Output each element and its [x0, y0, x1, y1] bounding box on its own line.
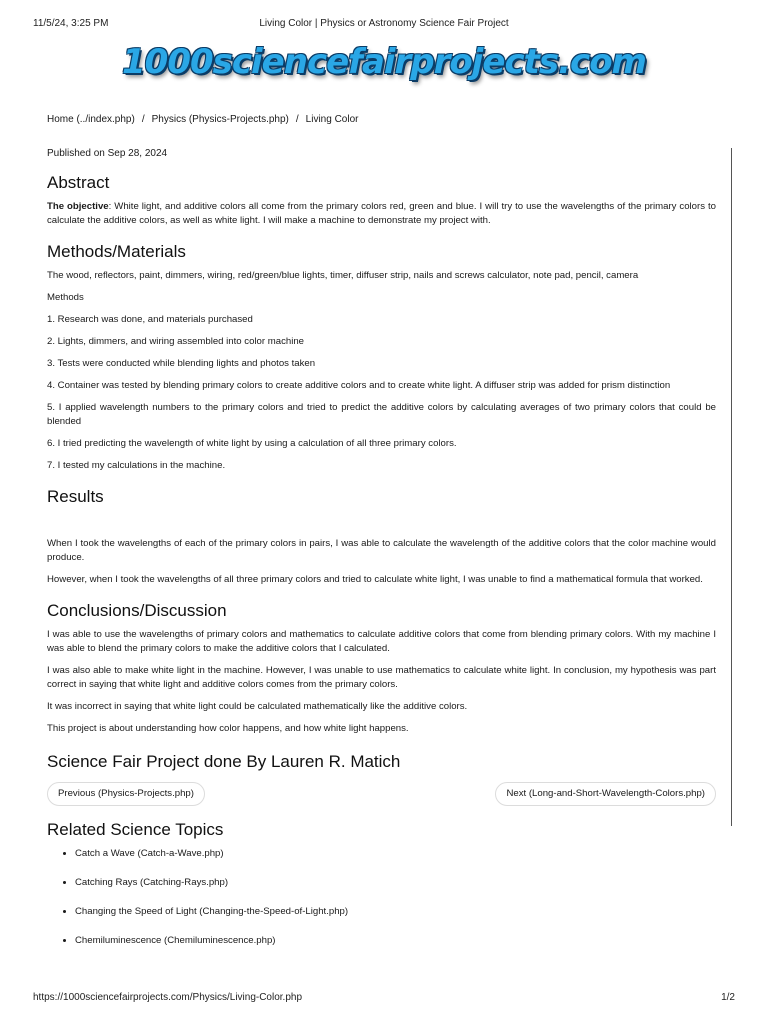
methods-heading: Methods/Materials	[47, 242, 186, 261]
related-topic-link[interactable]: • Catching Rays (Catching-Rays.php)	[75, 876, 716, 890]
scrollbar[interactable]	[731, 148, 732, 826]
results-paragraph: When I took the wavelengths of each of the primary colors in pairs, I was able to calculate the wavelength of the additive colors that the color machine would produce.	[47, 538, 716, 563]
methods-step: 6. I tried predicting the wavelength of white light by using a calculation of all three primary colors.	[47, 438, 457, 449]
related-topic-link[interactable]: • Chemiluminescence (Chemiluminescence.php)	[75, 934, 716, 948]
related-heading: Related Science Topics	[47, 820, 224, 839]
main-content	[47, 114, 716, 963]
results-heading: Results	[47, 487, 104, 506]
print-datetime: 11/5/24, 3:25 PM	[33, 18, 109, 29]
methods-step: 2. Lights, dimmers, and wiring assembled into color machine	[47, 336, 305, 347]
breadcrumb-home-link[interactable]: Home (../index.php)	[47, 114, 135, 125]
methods-step: 5. I applied wavelength numbers to the primary colors and tried to predict the additive colors by calculating averages of two primary colors that could be blended	[47, 402, 716, 427]
objective-text: : White light, and additive colors all come from the primary colors red, green and blue. I will try to use the wavelengths of the primary colors to calculate the additive colors, as well as white light. I will make a machine to demonstrate my project with.	[47, 201, 716, 226]
page-number: 1/2	[721, 992, 735, 1003]
breadcrumb	[47, 114, 716, 125]
print-url: https://1000sciencefairprojects.com/Physics/Living-Color.php	[33, 992, 303, 1003]
methods-materials: The wood, reflectors, paint, dimmers, wiring, red/green/blue lights, timer, diffuser strip, nails and screws calculator, note pad, pencil, camera	[47, 270, 639, 281]
methods-step: 4. Container was tested by blending primary colors to create additive colors and to create white light. A diffuser strip was added for prism distinction	[47, 380, 671, 391]
objective-label: The objective	[47, 201, 109, 212]
abstract-objective	[47, 200, 716, 228]
print-header	[33, 18, 735, 32]
breadcrumb-current: Living Color	[305, 114, 359, 125]
print-footer	[33, 992, 735, 1003]
methods-subheading: Methods	[47, 292, 84, 303]
methods-step: 7. I tested my calculations in the machine.	[47, 460, 226, 471]
previous-button[interactable]: Previous (Physics-Projects.php)	[47, 782, 205, 806]
print-page-title: Living Color | Physics or Astronomy Science Fair Project	[259, 18, 509, 29]
related-topic-link[interactable]: • Changing the Speed of Light (Changing-the-Speed-of-Light.php)	[75, 905, 716, 919]
related-topic-link[interactable]: • Catch a Wave (Catch-a-Wave.php)	[75, 847, 716, 861]
methods-step: 3. Tests were conducted while blending lights and photos taken	[47, 358, 316, 369]
breadcrumb-separator: /	[295, 114, 299, 125]
related-topics-list	[47, 847, 716, 948]
conclusions-paragraph: I was also able to make white light in the machine. However, I was unable to use mathematics to calculate white light. In conclusion, my hypothesis was part correct in saying that white light and additive colors comes from the primary colors.	[47, 665, 716, 690]
pagination-nav	[47, 782, 716, 806]
conclusions-paragraph: This project is about understanding how color happens, and how white light happens.	[47, 723, 409, 734]
published-date: Published on Sep 28, 2024	[47, 148, 168, 159]
methods-step: 1. Research was done, and materials purchased	[47, 314, 253, 325]
breadcrumb-physics-link[interactable]: Physics (Physics-Projects.php)	[151, 114, 289, 125]
project-credit: Science Fair Project done By Lauren R. Matich	[47, 752, 401, 771]
next-button[interactable]: Next (Long-and-Short-Wavelength-Colors.php)	[495, 782, 716, 806]
conclusions-paragraph: It was incorrect in saying that white light could be calculated mathematically like the additive colors.	[47, 701, 468, 712]
conclusions-heading: Conclusions/Discussion	[47, 601, 227, 620]
breadcrumb-separator: /	[141, 114, 145, 125]
conclusions-paragraph: I was able to use the wavelengths of primary colors and mathematics to calculate additive colors that come from blending primary colors. With my machine I was able to blend the primary colors to make the additive colors that I calculated.	[47, 629, 716, 654]
site-logo[interactable]: 1000sciencefairprojects.com	[122, 42, 646, 82]
results-paragraph: However, when I took the wavelengths of all three primary colors and tried to calculate white light, I was unable to find a mathematical formula that worked.	[47, 574, 703, 585]
abstract-heading: Abstract	[47, 173, 110, 192]
